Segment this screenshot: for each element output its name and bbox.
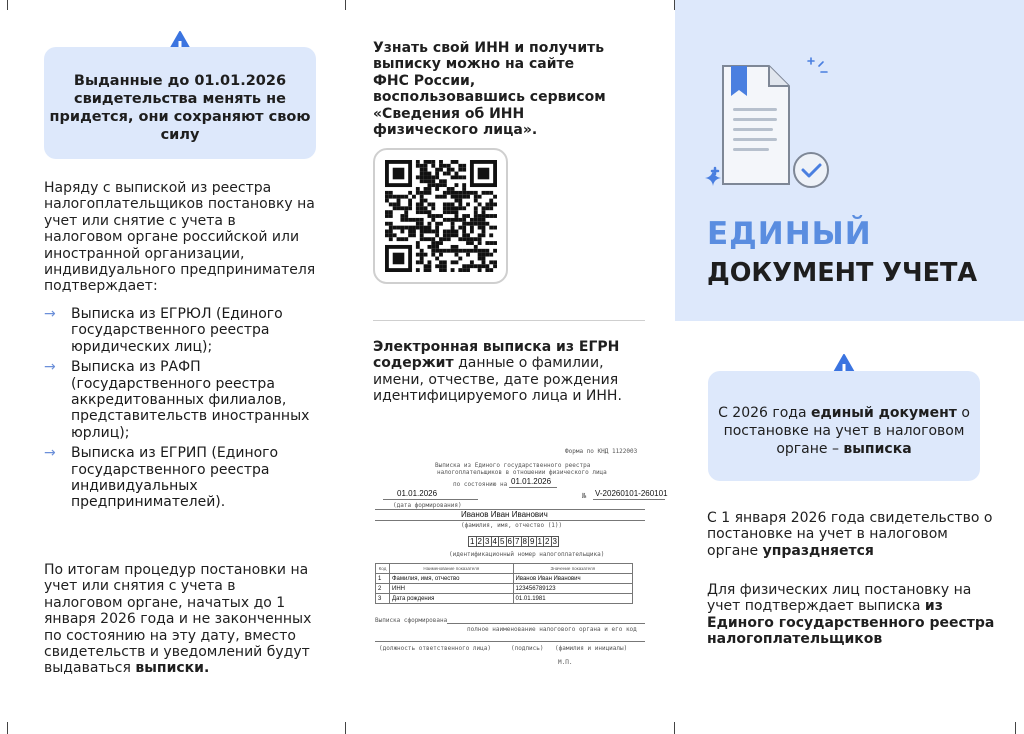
left-column bbox=[0, 0, 345, 734]
qr-code-icon bbox=[385, 160, 497, 272]
inn-digit: 9 bbox=[528, 536, 537, 547]
intro-text: Наряду с выпиской из реестра налогоплательщиков постановку на учет или снятие с учета в налоговом органе российской или иностранной организации, индивидуального предпринимателя подтверждает: bbox=[44, 180, 316, 295]
arrow-right-icon: → bbox=[44, 359, 56, 376]
title-line-2: ДОКУМЕНТ УЧЕТА bbox=[707, 258, 978, 288]
inn-digit: 1 bbox=[536, 536, 545, 547]
table-row: 2 ИНН 123456789123 bbox=[376, 584, 633, 594]
inn-digit-boxes bbox=[469, 536, 559, 547]
form-label: полное наименование налогового органа и его код bbox=[467, 626, 637, 633]
arrow-right-icon: → bbox=[44, 445, 56, 462]
inn-digit: 4 bbox=[491, 536, 500, 547]
inn-digit: 7 bbox=[513, 536, 522, 547]
form-label: № bbox=[582, 492, 587, 500]
form-label: (идентификационный номер налогоплательщика) bbox=[449, 551, 605, 558]
form-label: Выписка сформирована bbox=[375, 617, 448, 624]
qr-code[interactable] bbox=[373, 148, 508, 284]
title-line-1: ЕДИНЫЙ bbox=[707, 216, 872, 252]
form-label: (фамилия, имя, отчество (1)) bbox=[461, 522, 563, 529]
list-item: → Выписка из ЕГРЮЛ (Единого государственного реестра юридических лиц); bbox=[44, 306, 283, 355]
extract-form-sample bbox=[375, 446, 668, 676]
list-item: → Выписка из РАФП (государственного реестра аккредитованных филиалов, представительств иностранных юрлиц); bbox=[44, 359, 310, 441]
inn-digit: 6 bbox=[506, 536, 515, 547]
inn-digit: 3 bbox=[483, 536, 492, 547]
sparkle-icon bbox=[705, 170, 721, 186]
notice-certificates-valid: Выданные до 01.01.2026 свидетельства менять не придется, они сохраняют свою силу bbox=[44, 47, 316, 159]
form-label: (подпись) bbox=[511, 645, 544, 652]
form-date: 01.01.2026 bbox=[397, 489, 438, 498]
arrow-right-icon: → bbox=[44, 306, 56, 322]
form-code: Форма по КНД 1122003 bbox=[565, 448, 638, 455]
notice-single-document: С 2026 года единый документ о постановке на учет в налоговом органе – выписка bbox=[708, 371, 980, 481]
divider bbox=[373, 320, 645, 321]
form-heading: Выписка из Единого государственного реестра bbox=[435, 462, 591, 469]
document-check-icon bbox=[707, 52, 837, 192]
certificate-abolished-text: С 1 января 2026 года свидетельство о постановке на учет в налоговом органе упраздняется bbox=[707, 510, 993, 559]
form-label: (должность ответственного лица) bbox=[379, 645, 491, 652]
inn-info-text: Узнать свой ИНН и получить выписку можно на сайте ФНС России, воспользовавшись сервисом «Сведения об ИНН физического лица». bbox=[373, 40, 606, 139]
table-row: 3 Дата рождения 01.01.1981 bbox=[376, 594, 633, 604]
form-fio: Иванов Иван Иванович bbox=[461, 510, 548, 519]
form-label: (дата формирования) bbox=[393, 502, 462, 509]
inn-digit: 5 bbox=[498, 536, 507, 547]
form-label: (фамилия и инициалы) bbox=[555, 645, 628, 652]
form-label: по состоянию на bbox=[453, 481, 508, 488]
individuals-text: Для физических лиц постановку на учет подтверждает выписка из Единого государственного реестра налогоплательщиков bbox=[707, 582, 995, 648]
form-label: М.П. bbox=[558, 659, 573, 666]
inn-digit: 8 bbox=[521, 536, 530, 547]
inn-digit: 1 bbox=[468, 536, 477, 547]
final-text: По итогам процедур постановки на учет или снятия с учета в налоговом органе, начатых до 1 января 2026 года и не законченных по состоянию на эту дату, вместо свидетельств и уведомлений будут выдаваться выписки. bbox=[44, 562, 312, 677]
table-row: 1 Фамилия, имя, отчество Иванов Иван Иванович bbox=[376, 574, 633, 584]
form-heading: налогоплательщиков в отношении физического лица bbox=[437, 469, 607, 476]
list-item: → Выписка из ЕГРИП (Единого государственного реестра индивидуальных предпринимателей). bbox=[44, 445, 279, 511]
inn-digit: 2 bbox=[476, 536, 485, 547]
inn-digit: 3 bbox=[551, 536, 560, 547]
inn-digit: 2 bbox=[543, 536, 552, 547]
form-number: V-20260101-260101 bbox=[595, 489, 668, 498]
extract-list bbox=[44, 306, 324, 513]
form-table: Код Наименование показателя Значение показателя 1 Фамилия, имя, отчество Иванов Иван Иванович 2 ИНН 123456789123 3 Дата рождения 01.01.1981 bbox=[375, 563, 633, 604]
egrn-text: Электронная выписка из ЕГРН содержит данные о фамилии, имени, отчестве, дате рождения идентифицируемого лица и ИНН. bbox=[373, 339, 622, 405]
form-value: 01.01.2026 bbox=[511, 477, 552, 486]
right-column bbox=[675, 0, 1024, 734]
